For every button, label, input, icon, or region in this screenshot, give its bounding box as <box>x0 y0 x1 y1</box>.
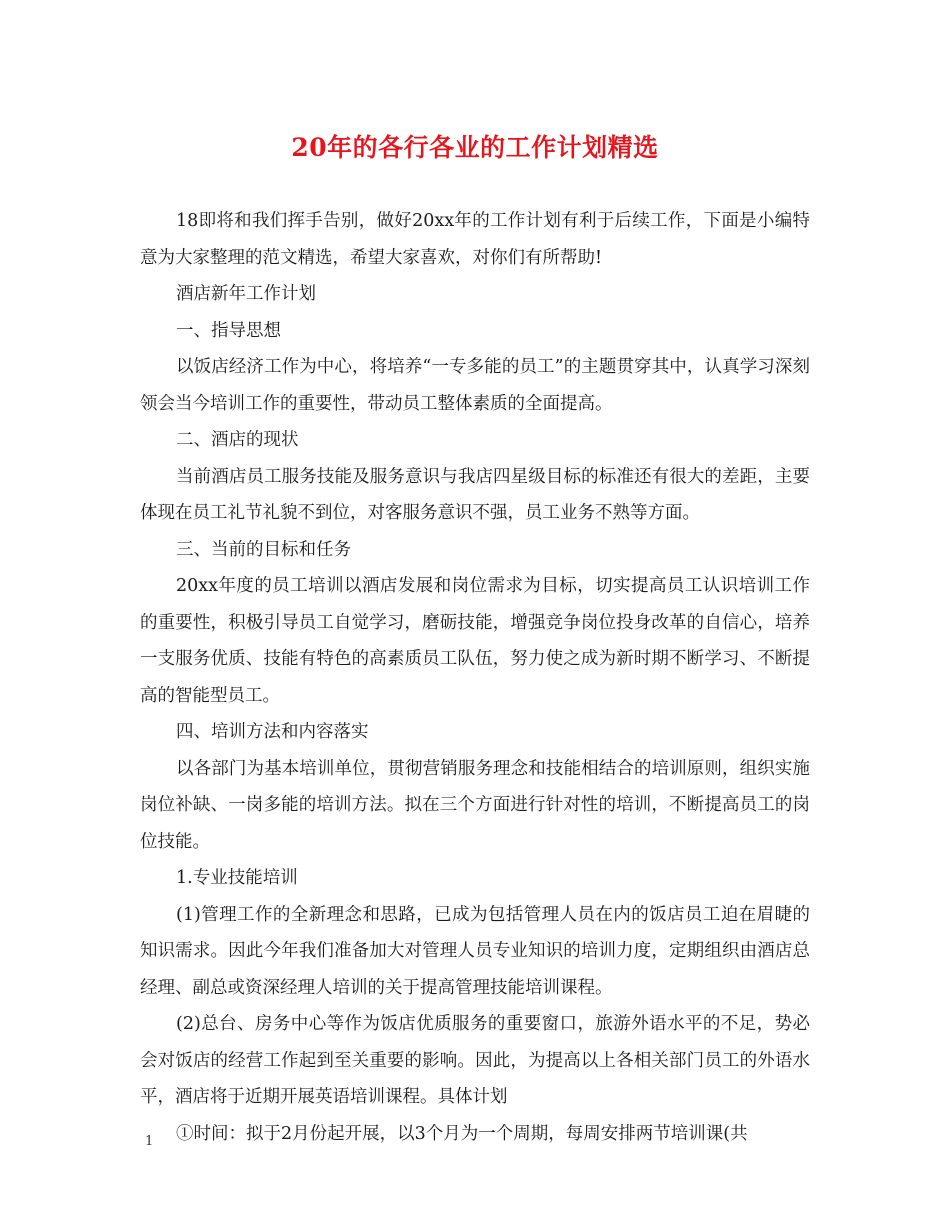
section-heading: 四、培训方法和内容落实 <box>176 722 369 742</box>
subsection-heading: 1.专业技能培训 <box>176 868 298 888</box>
body-paragraph: 以饭店经济工作为中心，将培养“一专多能的员工”的主题贯穿其中，认真学习深刻领会当今培训工作的重要性，带动员工整体素质的全面提高。 <box>140 357 810 414</box>
section-heading: 一、指导思想 <box>176 320 281 341</box>
body-paragraph: 以各部门为基本培训单位，贯彻营销服务理念和技能相结合的培训原则，组织实施岗位补缺、一岗多能的培训方法。拟在三个方面进行针对性的培训，不断提高员工的岗位技能。 <box>140 758 810 852</box>
section-heading: 三、当前的目标和任务 <box>176 539 351 560</box>
page-number: 1 <box>145 1134 154 1149</box>
section-heading: 酒店新年工作计划 <box>176 284 316 304</box>
document-title: 20年的各行各业的工作计划精选 <box>291 133 659 162</box>
intro-paragraph: 18即将和我们挥手告别，做好20xx年的工作计划有利于后续工作，下面是小编特意为大家整理的范文精选，希望大家喜欢，对你们有所帮助! <box>140 211 810 268</box>
document-body <box>140 203 810 1152</box>
body-paragraph: 20xx年度的员工培训以酒店发展和岗位需求为目标，切实提高员工认识培训工作的重要性，积极引导员工自觉学习，磨砺技能，增强竞争岗位投身改革的自信心，培养一支服务优质、技能有特色的高素质员工队伍，努力使之成为新时期不断学习、不断提高的智能型员工。 <box>140 576 810 706</box>
section-heading: 二、酒店的现状 <box>176 430 299 450</box>
body-paragraph: ①时间：拟于2月份起开展，以3个月为一个周期，每周安排两节培训课(共 <box>176 1123 748 1144</box>
body-paragraph: (2)总台、房务中心等作为饭店优质服务的重要窗口，旅游外语水平的不足，势必会对饭店的经营工作起到至关重要的影响。因此，为提高以上各相关部门员工的外语水平，酒店将于近期开展英语培训课程。具体计划 <box>140 1014 810 1107</box>
body-paragraph: 当前酒店员工服务技能及服务意识与我店四星级目标的标准还有很大的差距，主要体现在员工礼节礼貌不到位，对客服务意识不强，员工业务不熟等方面。 <box>140 466 810 523</box>
body-paragraph: (1)管理工作的全新理念和思路，已成为包括管理人员在内的饭店员工迫在眉睫的知识需求。因此今年我们准备加大对管理人员专业知识的培训力度，定期组织由酒店总经理、副总或资深经理人培训的关于提高管理技能培训课程。 <box>140 904 810 998</box>
